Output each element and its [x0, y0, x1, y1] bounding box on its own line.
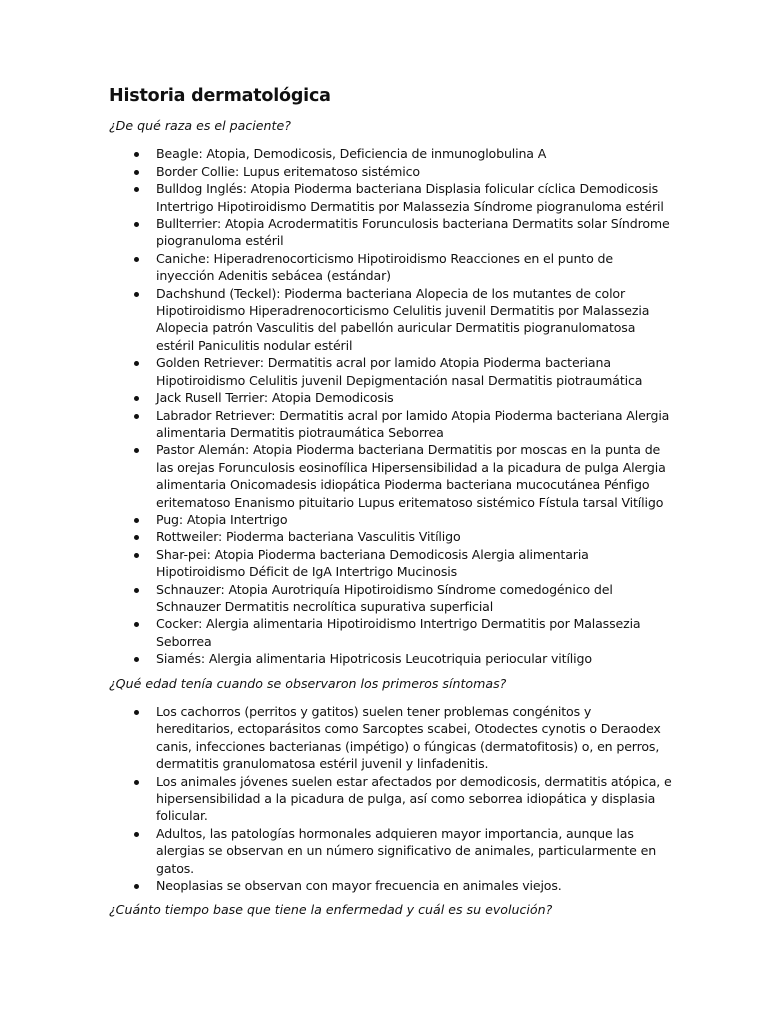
list-item-bullterrier: Bullterrier: Atopia Acrodermatitis Forunculosis bacteriana Dermatits solar Síndrome piogranuloma estéril: [156, 215, 672, 250]
list-item-adultos: Adultos, las patologías hormonales adquieren mayor importancia, aunque las alergias se observan en un número significativo de animales, particularmente en gatos.: [156, 825, 672, 877]
list-item-jovenes: Los animales jóvenes suelen estar afectados por demodicosis, dermatitis atópica, e hipersensibilidad a la picadura de pulga, así como seborrea idiopática y displasia folicular.: [156, 773, 672, 824]
list-item-border-collie: Border Collie: Lupus eritematoso sistémico: [156, 163, 672, 180]
list-item-siames: Siamés: Alergia alimentaria Hipotricosis Leucotriquia periocular vitíligo: [156, 650, 672, 667]
list-item-beagle: Beagle: Atopia, Demodicosis, Deficiencia de inmunoglobulina A: [156, 145, 672, 162]
question-age: ¿Qué edad tenía cuando se observaron los primeros síntomas?: [109, 675, 507, 691]
age-list: [109, 703, 672, 894]
breed-list: [109, 145, 672, 667]
list-item-labrador: Labrador Retriever: Dermatitis acral por lamido Atopia Pioderma bacteriana Alergia alimentaria Dermatitis piotraumática Seborrea: [156, 407, 672, 442]
list-item-schnauzer: Schnauzer: Atopia Aurotriquía Hipotiroidismo Síndrome comedogénico del Schnauzer Dermatitis necrolítica supurativa superficial: [156, 581, 672, 616]
list-item-pug: Pug: Atopia Intertrigo: [156, 511, 672, 528]
list-item-jack-russell: Jack Rusell Terrier: Atopia Demodicosis: [156, 389, 672, 406]
list-item-golden-retriever: Golden Retriever: Dermatitis acral por lamido Atopia Pioderma bacteriana Hipotiroidismo Celulitis juvenil Depigmentación nasal Dermatitis piotraumática: [156, 354, 672, 389]
list-item-rottweiler: Rottweiler: Pioderma bacteriana Vasculitis Vitíligo: [156, 528, 672, 545]
list-item-caniche: Caniche: Hiperadrenocorticismo Hipotiroidismo Reacciones en el punto de inyección Adenitis sebácea (estándar): [156, 250, 672, 285]
list-item-cachorros: Los cachorros (perritos y gatitos) suelen tener problemas congénitos y hereditarios, ectoparásitos como Sarcoptes scabei, Otodectes cynotis o Deraodex canis, infecciones bacterianas (impétigo) o fúngicas (dermatofitosis) o, en perros, dermatitis granulomatosa estéril juvenil y linfadenitis.: [156, 703, 672, 773]
question-breed: ¿De qué raza es el paciente?: [109, 118, 291, 133]
list-item-cocker: Cocker: Alergia alimentaria Hipotiroidismo Intertrigo Dermatitis por Malassezia Seborrea: [156, 615, 672, 650]
list-item-viejos: Neoplasias se observan con mayor frecuencia en animales viejos.: [156, 877, 672, 894]
list-item-dachshund: Dachshund (Teckel): Pioderma bacteriana Alopecia de los mutantes de color Hipotiroidismo Hiperadrenocorticismo Celulitis juvenil Dermatitis por Malassezia Alopecia patrón Vasculitis del pabellón auricular Dermatitis piogranulomatosa estéril Paniculitis nodular estéril: [156, 285, 672, 355]
page-title: Historia dermatológica: [109, 86, 331, 106]
list-item-shar-pei: Shar-pei: Atopia Pioderma bacteriana Demodicosis Alergia alimentaria Hipotiroidismo Déficit de IgA Intertrigo Mucinosis: [156, 546, 672, 581]
list-item-pastor-aleman: Pastor Alemán: Atopia Pioderma bacteriana Dermatitis por moscas en la punta de las orejas Forunculosis eosinofílica Hipersensibilidad a la picadura de pulga Alergia alimentaria Onicomadesis idiopática Pioderma bacteriana mucocutánea Pénfigo eritematoso Enanismo pituitario Lupus eritematoso sistémico Fístula tarsal Vitíligo: [156, 441, 672, 511]
question-duration: ¿Cuánto tiempo base que tiene la enfermedad y cuál es su evolución?: [109, 902, 553, 918]
list-item-bulldog-ingles: Bulldog Inglés: Atopia Pioderma bacteriana Displasia folicular cíclica Demodicosis Intertrigo Hipotiroidismo Dermatitis por Malassezia Síndrome piogranuloma estéril: [156, 180, 672, 215]
